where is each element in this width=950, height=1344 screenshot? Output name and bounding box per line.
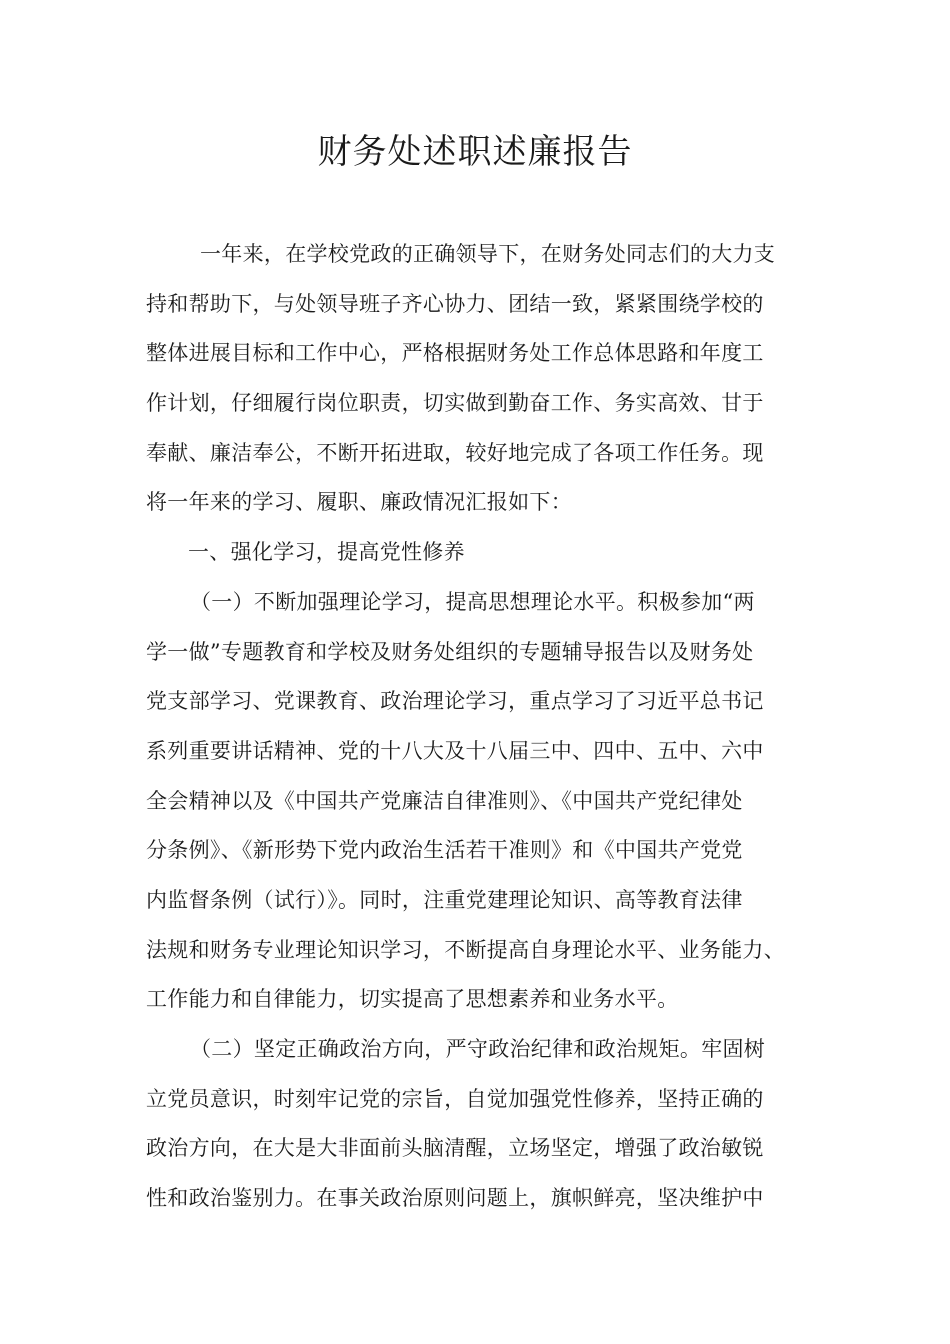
paragraph-line: 将一年来的学习、履职、廉政情况汇报如下：	[146, 490, 572, 515]
paragraph-line: （一）不断加强理论学习，提高思想理论水平。积极参加“两	[190, 589, 755, 614]
paragraph-line: 立党员意识，时刻牢记党的宗旨，自觉加强党性修养，坚持正确的	[146, 1086, 764, 1111]
paragraph-line: 内监督条例（试行）》。同时，注重党建理论知识、高等教育法律	[146, 887, 743, 912]
paragraph-line: 政治方向，在大是大非面前头脑清醒，立场坚定，增强了政治敏锐	[146, 1136, 764, 1161]
paragraph-line: 法规和财务专业理论知识学习，不断提高自身理论水平、业务能力、	[146, 937, 785, 962]
paragraph-line: 一年来，在学校党政的正确领导下，在财务处同志们的大力支	[200, 242, 776, 266]
paragraph-line: 持和帮助下，与处领导班子齐心协力、团结一致，紧紧围绕学校的	[146, 291, 764, 316]
paragraph-line: 奉献、廉洁奉公，不断开拓进取，较好地完成了各项工作任务。现	[146, 440, 764, 465]
paragraph-line: 全会精神以及《中国共产党廉洁自律准则》、《中国共产党纪律处	[146, 788, 743, 813]
paragraph-line: 性和政治鉴别力。在事关政治原则问题上，旗帜鲜亮，坚决维护中	[146, 1186, 764, 1211]
paragraph-line: 党支部学习、党课教育、政治理论学习，重点学习了习近平总书记	[146, 689, 764, 714]
paragraph-line: 作计划，仔细履行岗位职责，切实做到勤奋工作、务实高效、甘于	[146, 391, 764, 416]
paragraph-line: 系列重要讲话精神、党的十八大及十八届三中、四中、五中、六中	[146, 738, 764, 763]
paragraph-line: 整体进展目标和工作中心，严格根据财务处工作总体思路和年度工	[146, 341, 764, 366]
paragraph-line: 工作能力和自律能力，切实提高了思想素养和业务水平。	[146, 987, 679, 1012]
paragraph-line: （二）坚定正确政治方向，严守政治纪律和政治规矩。牢固树	[190, 1037, 766, 1061]
paragraph-line: 分条例》、《新形势下党内政治生活若干准则》和《中国共产党党	[146, 838, 743, 863]
document-body	[146, 230, 826, 1224]
document-title: 财务处述职述廉报告	[317, 132, 633, 172]
section-heading: 一、强化学习，提高党性修养	[188, 540, 465, 565]
paragraph-line: 学一做”专题教育和学校及财务处组织的专题辅导报告以及财务处	[146, 639, 754, 664]
